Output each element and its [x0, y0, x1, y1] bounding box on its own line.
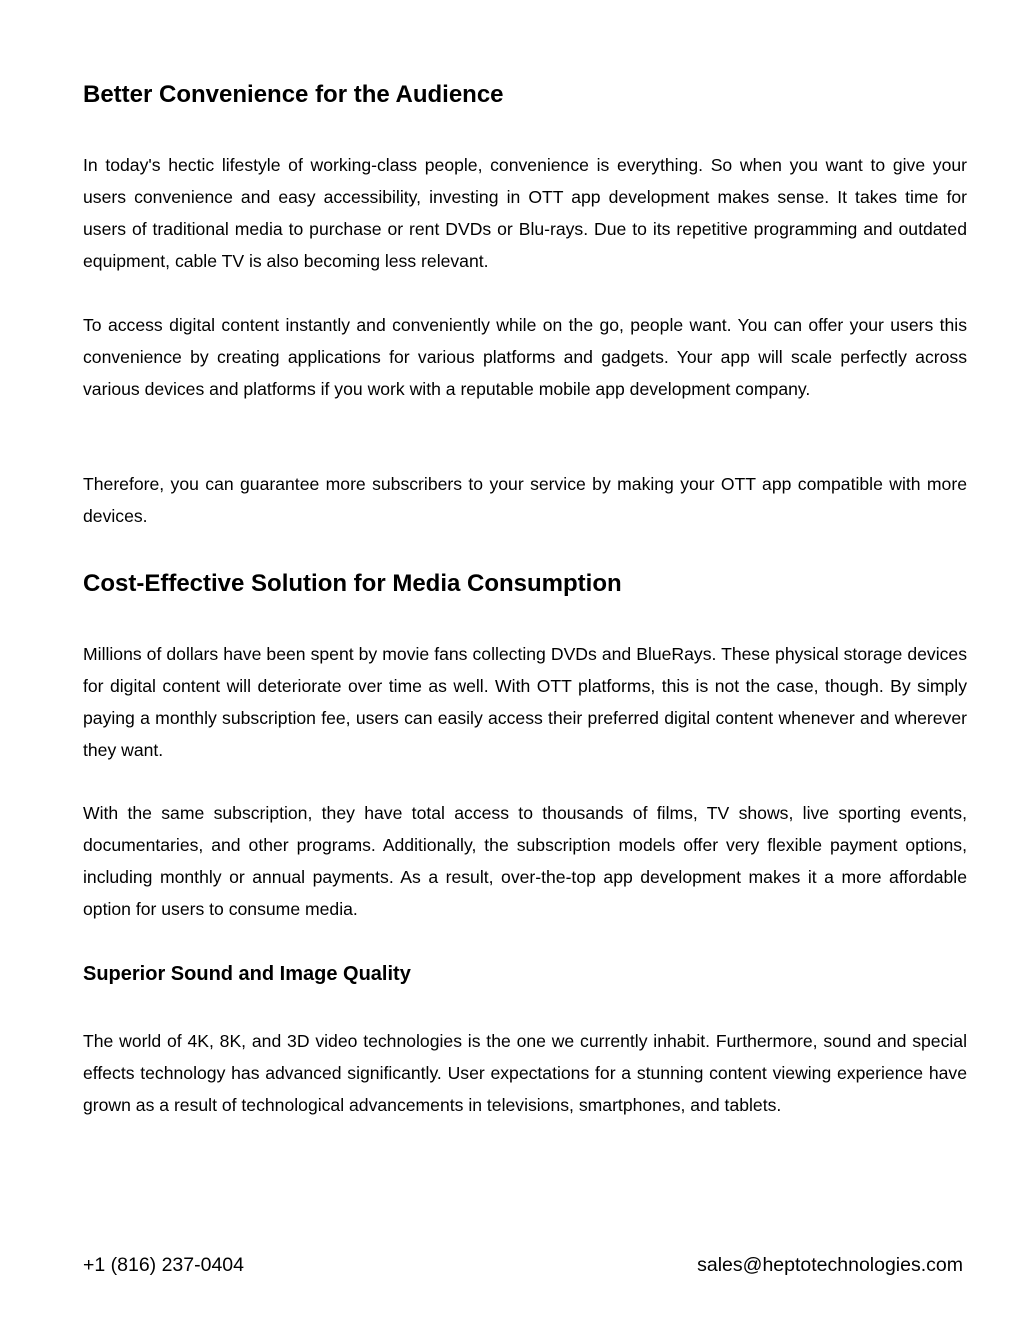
section-heading-sound-image: Superior Sound and Image Quality: [83, 963, 411, 985]
paragraph-convenience-1: In today's hectic lifestyle of working-class people, convenience is everything. So when you want to give your users convenience and easy accessibility, investing in OTT app development makes sense. It takes time for users of traditional media to purchase or rent DVDs or Blu-rays. Due to its repetitive programming and outdated equipment, cable TV is also becoming less relevant.: [83, 155, 967, 271]
paragraph-cost-2: With the same subscription, they have total access to thousands of films, TV shows, live sporting events, documentaries, and other programs. Additionally, the subscription models offer very flexible payment options, including monthly or annual payments. As a result, over-the-top app development makes it a more affordable option for users to consume media.: [83, 803, 967, 919]
footer-phone: +1 (816) 237-0404: [83, 1254, 244, 1276]
section-heading-cost-effective: Cost-Effective Solution for Media Consumption: [83, 570, 622, 597]
footer-email: sales@heptotechnologies.com: [697, 1254, 963, 1276]
paragraph-convenience-3: Therefore, you can guarantee more subscribers to your service by making your OTT app compatible with more devices.: [83, 474, 967, 526]
section-heading-convenience: Better Convenience for the Audience: [83, 81, 504, 108]
paragraph-sound-1: The world of 4K, 8K, and 3D video technologies is the one we currently inhabit. Furthermore, sound and special effects technology has advanced significantly. User expectations for a stunning content viewing experience have grown as a result of technological advancements in televisions, smartphones, and tablets.: [83, 1031, 967, 1115]
paragraph-convenience-2: To access digital content instantly and conveniently while on the go, people want. You can offer your users this convenience by creating applications for various platforms and gadgets. Your app will scale perfectly across various devices and platforms if you work with a reputable mobile app development company.: [83, 315, 967, 399]
paragraph-cost-1: Millions of dollars have been spent by movie fans collecting DVDs and BlueRays. These physical storage devices for digital content will deteriorate over time as well. With OTT platforms, this is not the case, though. By simply paying a monthly subscription fee, users can easily access their preferred digital content whenever and wherever they want.: [83, 644, 967, 760]
